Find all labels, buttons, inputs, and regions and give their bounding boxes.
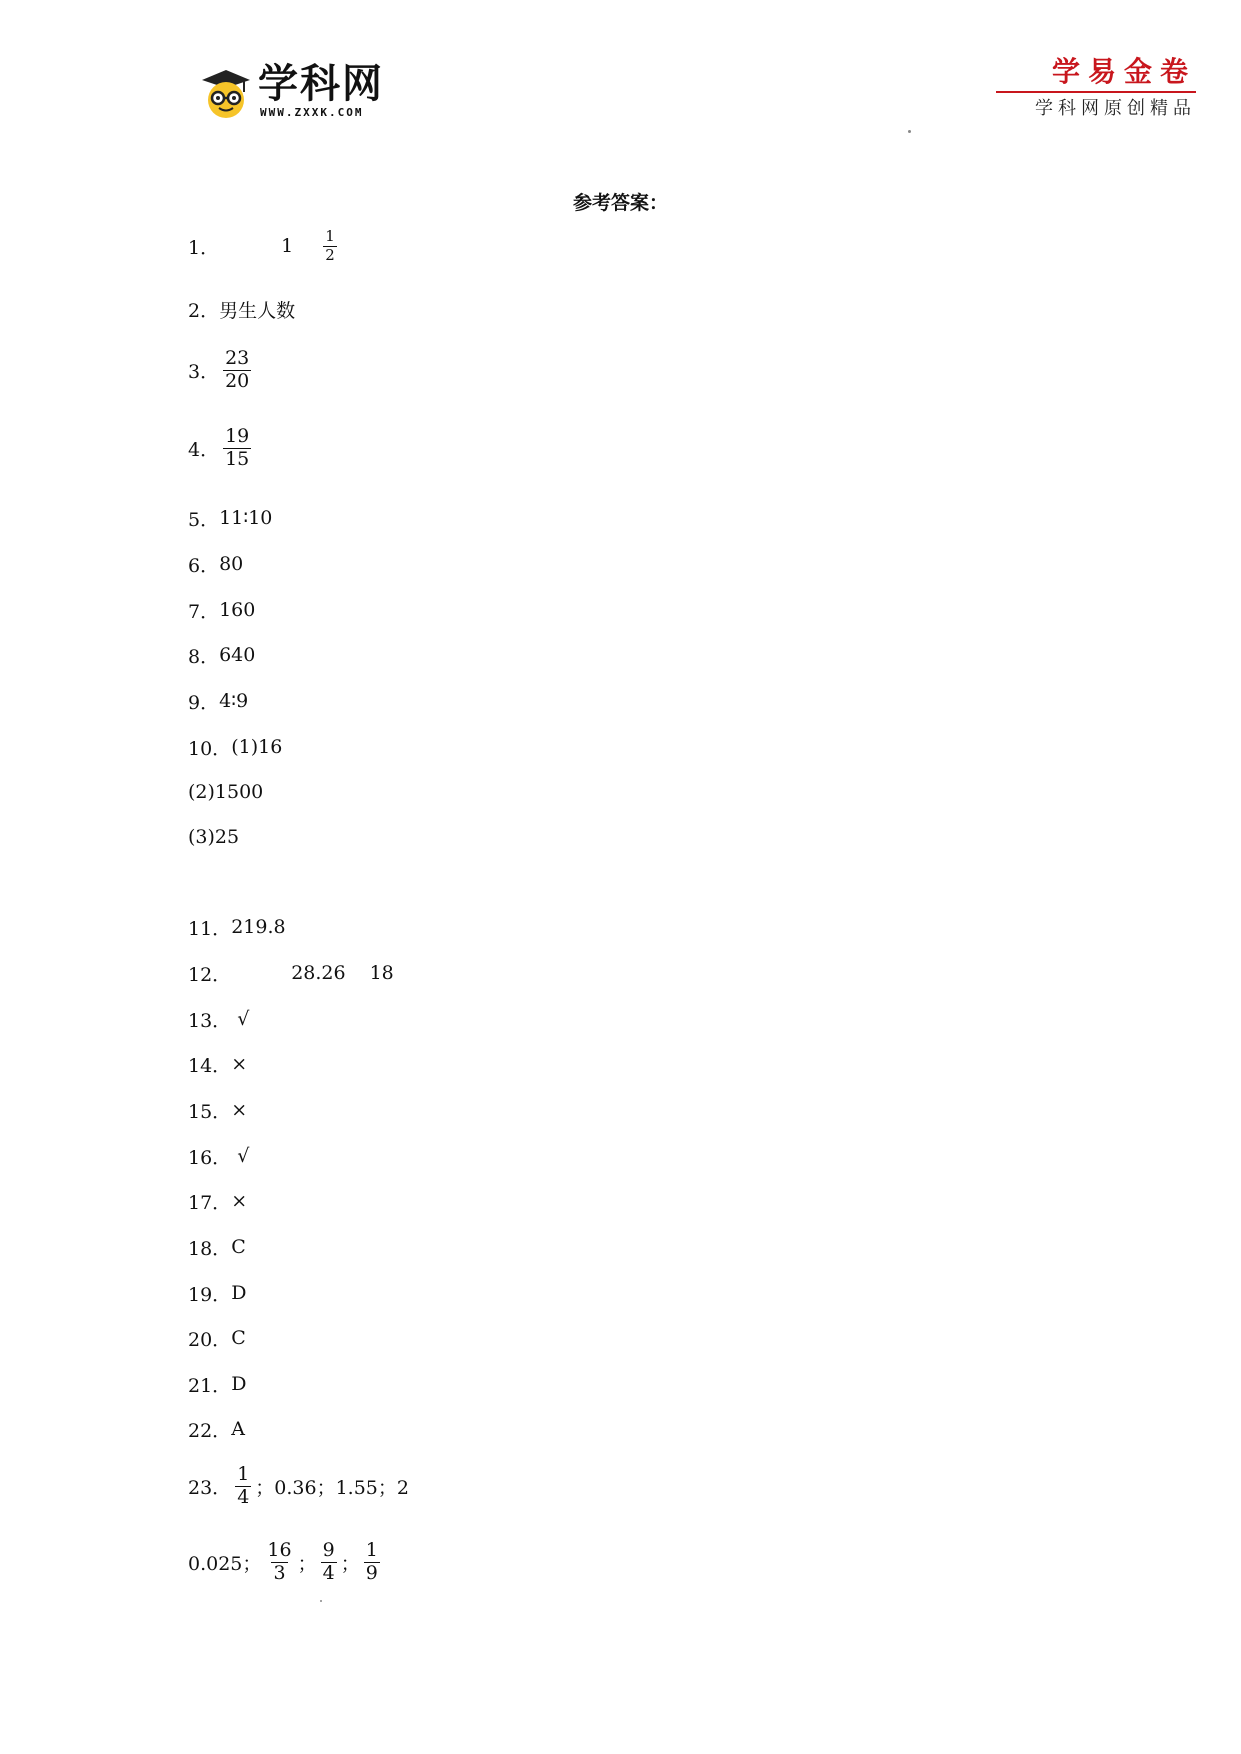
- fraction-numerator: 9: [322, 1538, 335, 1561]
- answer-number: 9．: [188, 691, 220, 714]
- answer-18: [188, 1227, 246, 1267]
- answer-number: 6．: [188, 554, 220, 577]
- brand-title: 学易金卷: [1051, 55, 1196, 88]
- answer-value: C: [231, 1327, 246, 1349]
- answer-value: 男生人数: [219, 299, 296, 322]
- answer-value: 80: [219, 553, 244, 575]
- answer-number: 16．: [188, 1146, 232, 1169]
- cross-mark: ×: [231, 1099, 248, 1121]
- answer-value: ；0.36；1.55；2: [255, 1476, 409, 1499]
- fraction-numerator: 1: [365, 1538, 378, 1561]
- answer-value: (2)1500: [188, 781, 264, 803]
- fraction: [235, 1462, 251, 1508]
- answer-23: [188, 1462, 409, 1508]
- answer-number: 1．: [188, 236, 220, 259]
- answer-15: [188, 1090, 247, 1130]
- answer-13: [188, 999, 249, 1039]
- separator: ；: [340, 1552, 360, 1575]
- fraction-denominator: 9: [365, 1561, 378, 1584]
- logo-title: 学科网: [258, 61, 384, 107]
- answer-number: 4．: [188, 438, 220, 461]
- answer-number: 12．: [188, 963, 232, 986]
- fraction-denominator: 3: [273, 1561, 286, 1584]
- answer-8: [188, 635, 255, 675]
- answer-number: 23．: [188, 1476, 232, 1499]
- fraction: [223, 424, 251, 470]
- answer-19: [188, 1273, 246, 1313]
- answer-number: 3．: [188, 360, 220, 383]
- fraction: [223, 346, 251, 392]
- answer-value: 0.025；: [188, 1552, 262, 1575]
- answer-value: (3)25: [188, 826, 240, 848]
- graduate-smiley-icon: [200, 68, 252, 120]
- answer-14: [188, 1044, 247, 1084]
- answer-6: [188, 544, 243, 584]
- answer-value: 1: [281, 235, 294, 257]
- fraction-numerator: 1: [237, 1462, 250, 1485]
- answer-16: [188, 1136, 249, 1176]
- answer-4: [188, 424, 255, 470]
- answer-20: [188, 1318, 246, 1358]
- speck-mark: [908, 130, 911, 133]
- answer-number: 20．: [188, 1328, 232, 1351]
- brand-divider: [996, 91, 1196, 93]
- fraction: [265, 1538, 293, 1584]
- check-mark: √: [237, 1145, 250, 1167]
- fraction-denominator: 20: [225, 369, 250, 392]
- fraction-numerator: 19: [225, 424, 250, 447]
- answer-23-part-2: [188, 1538, 384, 1584]
- answer-value: 640: [219, 644, 256, 666]
- brand-block: [996, 55, 1196, 121]
- answer-10-part-2: [188, 772, 263, 812]
- cross-mark: ×: [231, 1190, 248, 1212]
- answer-value: 160: [219, 599, 256, 621]
- answer-12: [188, 953, 394, 993]
- fraction: [364, 1538, 380, 1584]
- answer-value: D: [231, 1282, 247, 1304]
- answer-value: C: [231, 1236, 246, 1258]
- answer-7: [188, 590, 255, 630]
- check-mark: √: [237, 1008, 250, 1030]
- brand-subtitle: 学科网原创精品: [1035, 98, 1196, 119]
- answer-1: [188, 226, 341, 266]
- speck-mark: [320, 1600, 322, 1602]
- answer-number: 17．: [188, 1191, 232, 1214]
- answer-number: 14．: [188, 1054, 232, 1077]
- answer-11: [188, 907, 286, 947]
- answer-22: [188, 1409, 245, 1449]
- answer-10-part-3: [188, 817, 239, 857]
- cross-mark: ×: [231, 1053, 248, 1075]
- answer-number: 5．: [188, 508, 220, 531]
- answer-number: 19．: [188, 1283, 232, 1306]
- answer-number: 10．: [188, 737, 232, 760]
- answer-value: 219.8: [231, 916, 286, 938]
- fraction-denominator: 15: [225, 447, 250, 470]
- answer-value: D: [231, 1373, 247, 1395]
- answer-value: 11∶10: [219, 507, 273, 529]
- answer-5: [188, 498, 272, 538]
- fraction-denominator: 2: [325, 245, 335, 264]
- separator: ；: [297, 1552, 317, 1575]
- answer-number: 15．: [188, 1100, 232, 1123]
- answer-number: 13．: [188, 1009, 232, 1032]
- answer-value: 28.26: [291, 962, 346, 984]
- zxxk-logo: [200, 58, 400, 128]
- answer-10: [188, 727, 282, 767]
- answer-number: 18．: [188, 1237, 232, 1260]
- fraction-denominator: 4: [237, 1485, 250, 1508]
- answer-number: 2．: [188, 299, 220, 322]
- fraction: [323, 226, 337, 264]
- answer-9: [188, 681, 248, 721]
- fraction-numerator: 23: [225, 346, 250, 369]
- answer-value: 4∶9: [219, 690, 249, 712]
- answer-number: 7．: [188, 600, 220, 623]
- answer-number: 22．: [188, 1419, 232, 1442]
- fraction-numerator: 16: [267, 1538, 292, 1561]
- fraction-denominator: 4: [322, 1561, 335, 1584]
- logo-url: WWW.ZXXK.COM: [260, 106, 364, 119]
- answer-2: [188, 289, 295, 329]
- answer-17: [188, 1181, 247, 1221]
- answer-number: 11．: [188, 917, 232, 940]
- answer-value: (1)16: [231, 736, 283, 758]
- answer-number: 8．: [188, 645, 220, 668]
- answer-21: [188, 1364, 246, 1404]
- answer-3: [188, 346, 255, 392]
- page-title: 参考答案：: [572, 192, 668, 214]
- answer-value: A: [231, 1418, 245, 1440]
- fraction: [321, 1538, 337, 1584]
- fraction-numerator: 1: [325, 226, 335, 245]
- answer-number: 21．: [188, 1374, 232, 1397]
- answer-value: 18: [369, 962, 394, 984]
